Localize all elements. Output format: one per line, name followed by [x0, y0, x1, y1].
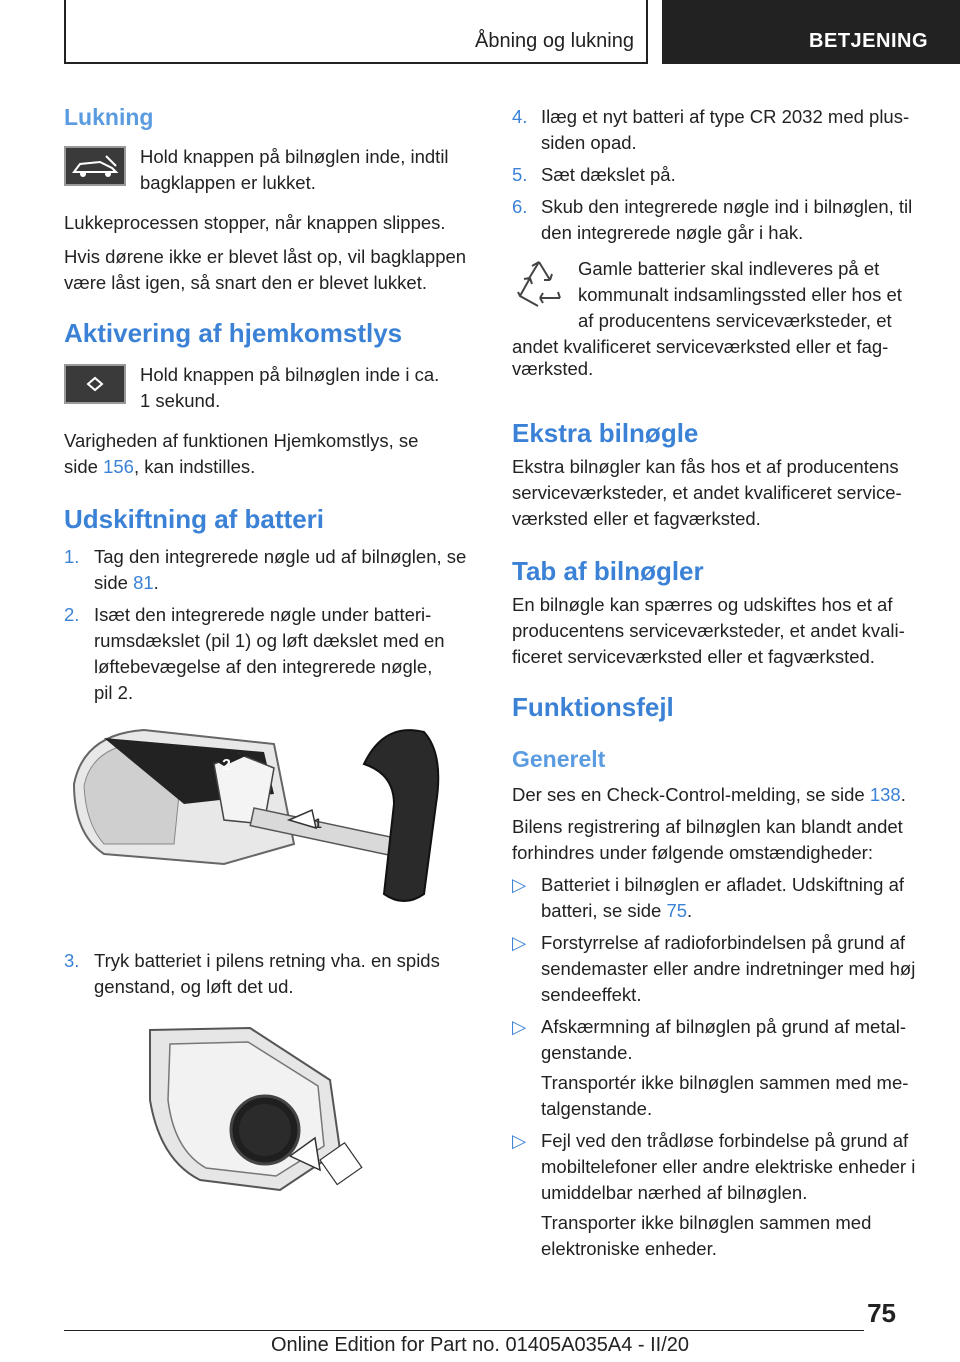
extra-key-line2: serviceværksteder, et andet kvalificeret service-: [512, 482, 902, 503]
bullet-2-line2: sendemaster eller andre indretninger med høj: [541, 958, 916, 979]
general-heading: Generelt: [512, 746, 606, 772]
bullet-1-marker: ▷: [512, 874, 527, 895]
bullet-2-marker: ▷: [512, 932, 527, 953]
step-2-line3: løftebevægelse af den integrerede nøgle,: [94, 656, 433, 677]
home-icon-text-1: Hold knappen på bilnøglen inde i ca.: [140, 364, 440, 385]
recycle-icon: [512, 258, 566, 312]
lukning-p1: Lukkeprocessen stopper, når knappen slippes.: [64, 212, 446, 233]
lukning-icon-text-1: Hold knappen på bilnøglen inde, indtil: [140, 146, 449, 167]
header-chapter-title: BETJENING: [809, 30, 928, 52]
page-link-75[interactable]: 75: [666, 900, 688, 921]
recycle-line3: af producentens serviceværksteder, et: [578, 310, 892, 331]
step-5-line: Sæt dækslet på.: [541, 164, 676, 185]
header-section-title: Åbning og lukning: [474, 30, 634, 52]
tailgate-close-icon: [64, 146, 126, 186]
footer-rule: [64, 1330, 864, 1331]
lost-keys-line2: producentens serviceværksteder, et andet kvali-: [512, 620, 905, 641]
home-light-icon: [64, 364, 126, 404]
step-3-line2: genstand, og løft det ud.: [94, 976, 294, 997]
recycle-line4: andet kvalificeret serviceværksted eller et fag-: [512, 336, 889, 357]
step-6-number: 6.: [512, 196, 528, 217]
step-6-line1: Skub den integrerede nøgle ind i bilnøglen, til: [541, 196, 913, 217]
bullet-3-line1: Afskærmning af bilnøglen på grund af metal-: [541, 1016, 907, 1037]
bullet-2-line3: sendeeffekt.: [541, 984, 642, 1005]
step-2-line4: pil 2.: [94, 682, 134, 703]
lukning-icon-text-2: bagklappen er lukket.: [140, 172, 316, 193]
step-4-line1: Ilæg et nyt batteri af type CR 2032 med plus-: [541, 106, 910, 127]
bullet-4-line4: Transporter ikke bilnøglen sammen med: [541, 1212, 872, 1233]
page-link-81[interactable]: 81: [133, 572, 154, 593]
home-p1-line2: side 156, kan indstilles.: [64, 456, 256, 477]
step-5-number: 5.: [512, 164, 528, 185]
bullet-4-marker: ▷: [512, 1130, 527, 1151]
home-icon-text-2: 1 sekund.: [140, 390, 221, 411]
step-1-number: 1.: [64, 546, 80, 567]
lost-keys-heading: Tab af bilnøgler: [512, 556, 704, 586]
battery-compartment-illustration: [140, 1020, 370, 1200]
battery-heading: Udskiftning af batteri: [64, 504, 325, 534]
general-p2-line1: Bilens registrering af bilnøglen kan blandt andet: [512, 816, 903, 837]
svg-text:1: 1: [314, 815, 322, 831]
step-3-number: 3.: [64, 950, 80, 971]
bullet-1-line1: Batteriet i bilnøglen er afladet. Udskiftning af: [541, 874, 904, 895]
step-4-number: 4.: [512, 106, 528, 127]
lost-keys-line1: En bilnøgle kan spærres og udskiftes hos et af: [512, 594, 893, 615]
extra-key-line3: værksted eller et fagværksted.: [512, 508, 761, 529]
lost-keys-line3: ficeret serviceværksted eller et fagværksted.: [512, 646, 875, 667]
recycle-line2: kommunalt indsamlingssted eller hos et: [578, 284, 902, 305]
lukning-p2-line1: Hvis dørene ikke er blevet låst op, vil bagklappen: [64, 246, 467, 267]
home-p1-line1: Varigheden af funktionen Hjemkomstlys, se: [64, 430, 419, 451]
svg-text:2: 2: [222, 757, 231, 774]
step-4-line2: siden opad.: [541, 132, 637, 153]
extra-key-line1: Ekstra bilnøgler kan fås hos et af producentens: [512, 456, 899, 477]
bullet-3-line3: Transportér ikke bilnøglen sammen med me-: [541, 1072, 909, 1093]
bullet-4-line2: mobiltelefoner eller andre elektriske enheder i: [541, 1156, 916, 1177]
recycle-line5: værksted.: [512, 358, 594, 379]
step-3-line1: Tryk batteriet i pilens retning vha. en spids: [94, 950, 440, 971]
step-2-number: 2.: [64, 604, 80, 625]
page-number: 75: [867, 1298, 896, 1328]
bullet-3-line2: genstande.: [541, 1042, 633, 1063]
step-2-line2: rumsdækslet (pil 1) og løft dækslet med en: [94, 630, 445, 651]
bullet-3-line4: talgenstande.: [541, 1098, 653, 1119]
bullet-1-line2: batteri, se side 75.: [541, 900, 693, 921]
header-section-tab: [64, 0, 648, 64]
bullet-4-line1: Fejl ved den trådløse forbindelse på grund af: [541, 1130, 909, 1151]
bullet-4-line3: umiddelbar nærhed af bilnøglen.: [541, 1182, 808, 1203]
footer-edition: Online Edition for Part no. 01405A035A4 - II/20: [270, 1334, 690, 1356]
general-p2-line2: forhindres under følgende omstændigheder:: [512, 842, 873, 863]
extra-key-heading: Ekstra bilnøgle: [512, 418, 699, 448]
lukning-heading: Lukning: [64, 104, 154, 130]
page-link-156[interactable]: 156: [103, 456, 134, 477]
key-fob-illustration: [64, 724, 444, 914]
recycle-line1: Gamle batterier skal indleveres på et: [578, 258, 880, 279]
step-1-line1: Tag den integrerede nøgle ud af bilnøglen, se: [94, 546, 467, 567]
bullet-3-marker: ▷: [512, 1016, 527, 1037]
bullet-4-line5: elektroniske enheder.: [541, 1238, 717, 1259]
lukning-p2-line2: være låst igen, så snart den er blevet lukket.: [64, 272, 427, 293]
general-p1: Der ses en Check-Control-melding, se side 138.: [512, 784, 906, 805]
bullet-2-line1: Forstyrrelse af radioforbindelsen på grund af: [541, 932, 906, 953]
header-chapter-tab: [662, 0, 960, 64]
step-6-line2: den integrerede nøgle går i hak.: [541, 222, 804, 243]
step-1-line2: side 81.: [94, 572, 159, 593]
page-link-138[interactable]: 138: [869, 784, 901, 805]
fault-heading: Funktionsfejl: [512, 692, 674, 722]
home-heading: Aktivering af hjemkomstlys: [64, 318, 403, 348]
step-2-line1: Isæt den integrerede nøgle under batteri-: [94, 604, 432, 625]
